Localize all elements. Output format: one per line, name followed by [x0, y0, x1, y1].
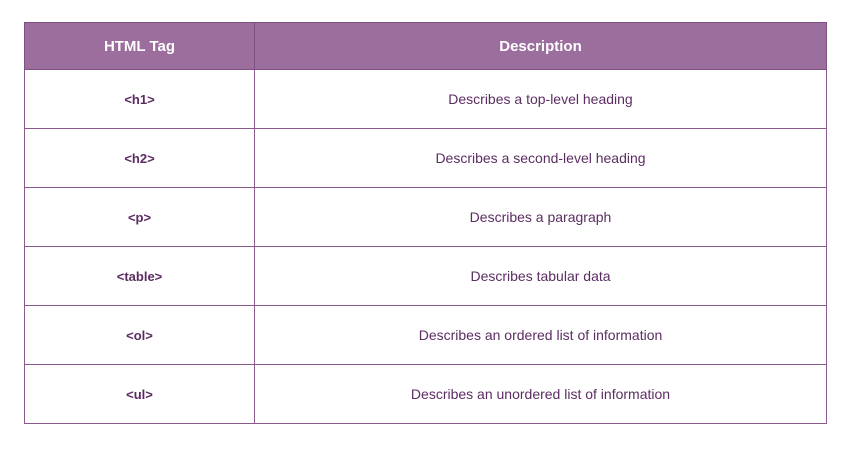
table-header: [25, 23, 827, 70]
description-cell: Describes an ordered list of information: [255, 306, 827, 365]
description-cell: Describes an unordered list of information: [255, 365, 827, 424]
tag-cell: <table>: [25, 247, 255, 306]
tag-cell: <h2>: [25, 129, 255, 188]
html-tags-table-container: [24, 22, 826, 424]
html-tags-table: [24, 22, 827, 424]
description-cell: Describes a second-level heading: [255, 129, 827, 188]
table-row: [25, 129, 827, 188]
table-body: [25, 70, 827, 424]
header-description: Description: [255, 23, 827, 70]
tag-cell: <h1>: [25, 70, 255, 129]
table-row: [25, 70, 827, 129]
tag-cell: <ol>: [25, 306, 255, 365]
tag-cell: <ul>: [25, 365, 255, 424]
description-cell: Describes a paragraph: [255, 188, 827, 247]
table-row: [25, 365, 827, 424]
description-cell: Describes tabular data: [255, 247, 827, 306]
table-row: [25, 306, 827, 365]
description-cell: Describes a top-level heading: [255, 70, 827, 129]
header-html-tag: HTML Tag: [25, 23, 255, 70]
header-row: [25, 23, 827, 70]
tag-cell: <p>: [25, 188, 255, 247]
table-row: [25, 247, 827, 306]
table-row: [25, 188, 827, 247]
